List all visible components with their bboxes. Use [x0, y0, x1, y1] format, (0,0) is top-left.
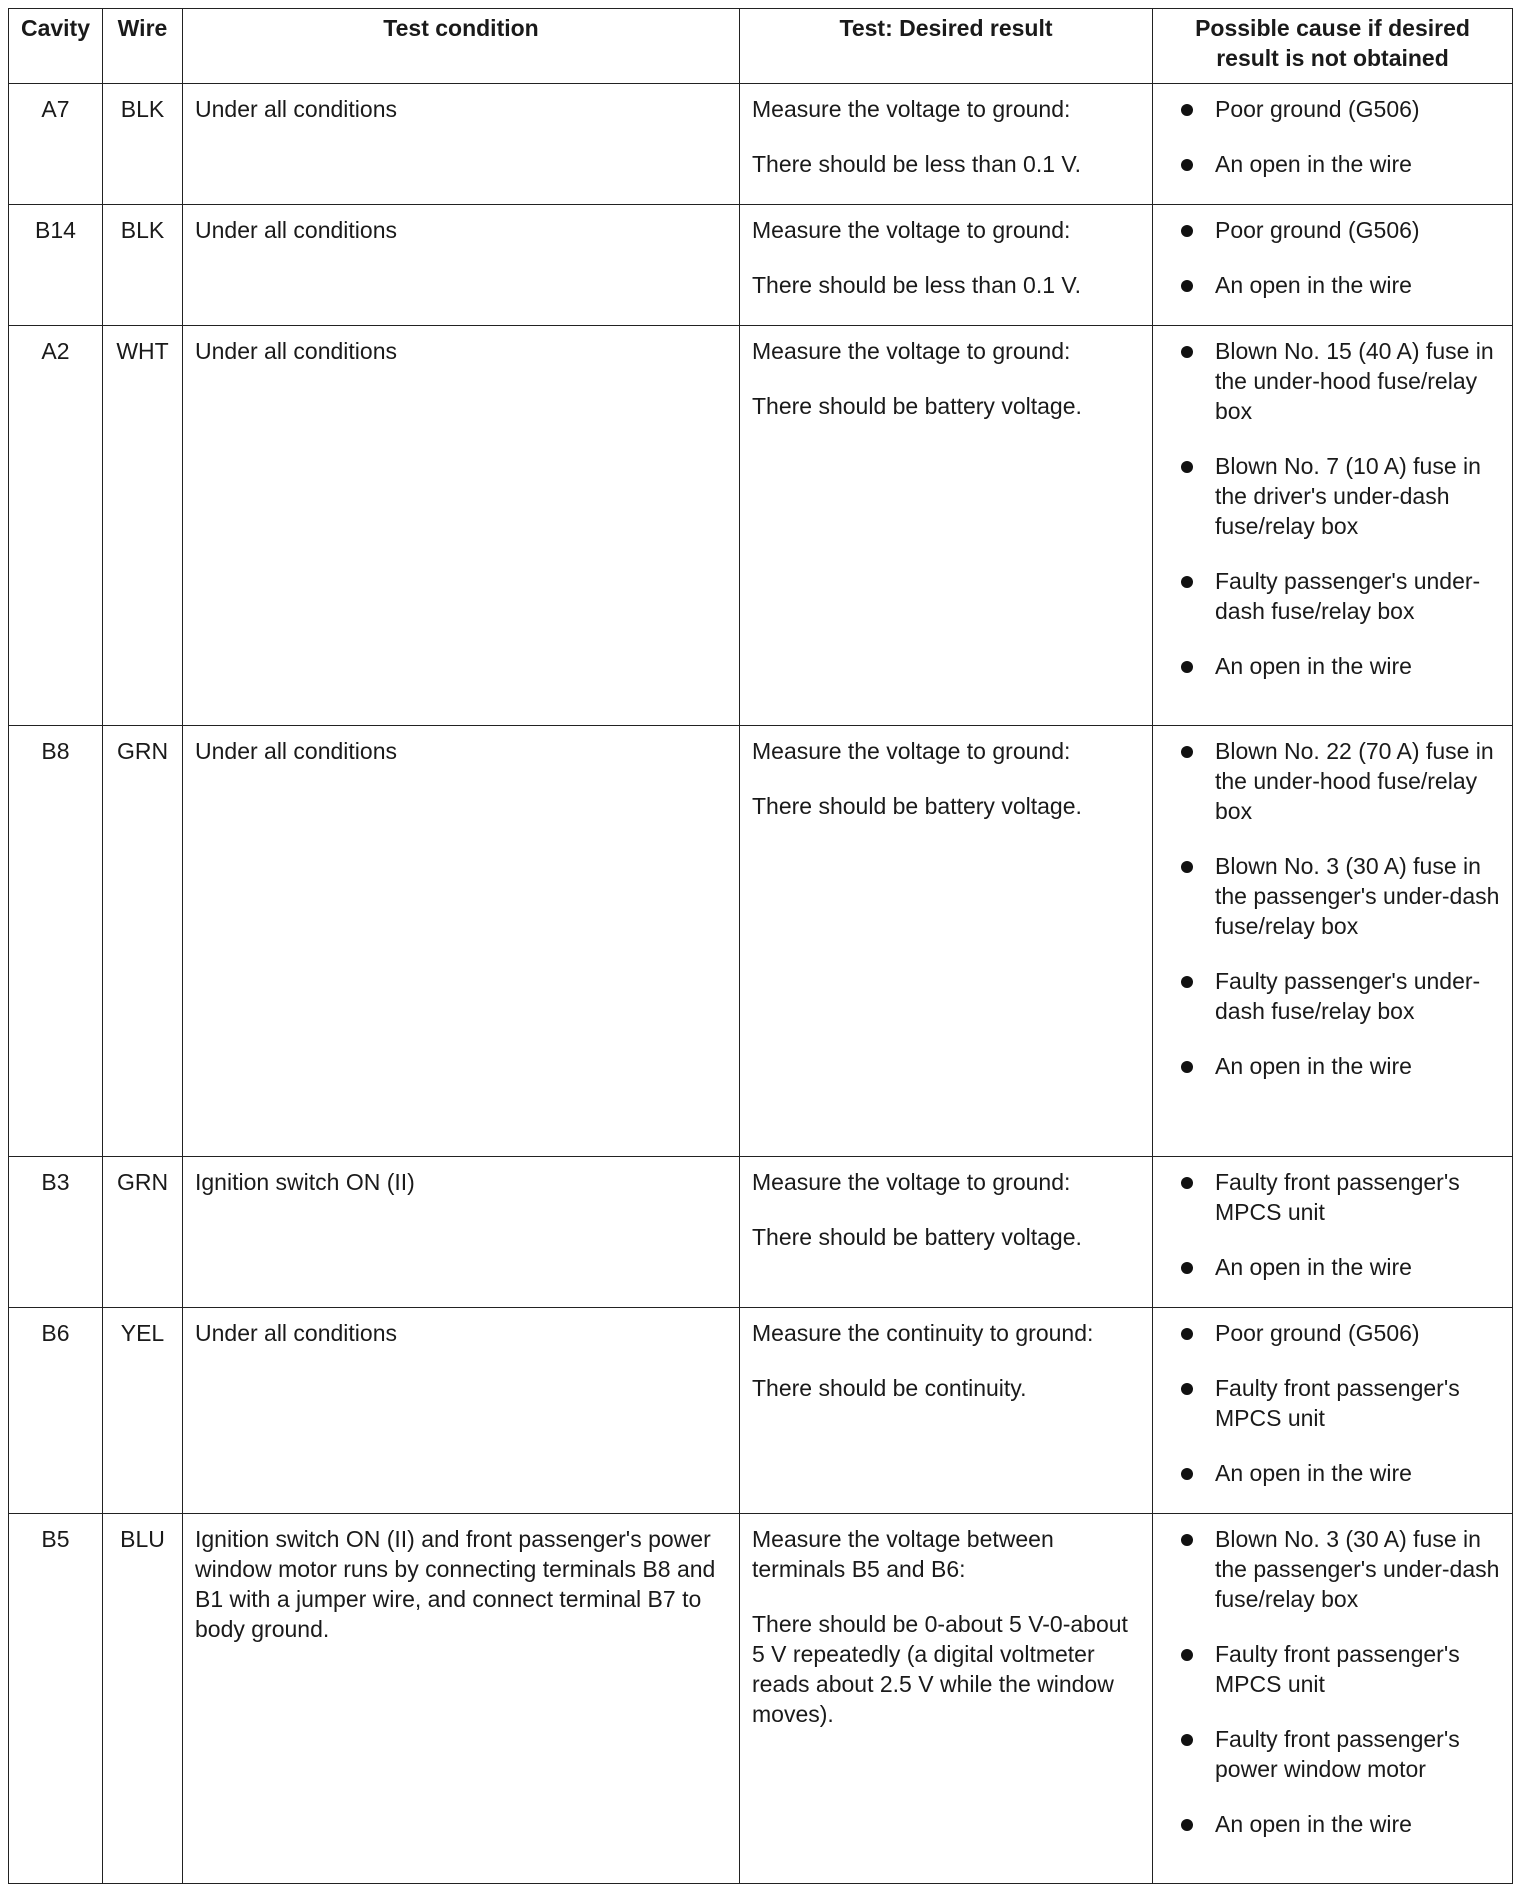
cavity-cell: B6 [9, 1308, 103, 1514]
desired-result-cell [740, 1157, 1153, 1308]
possible-cause-text: Blown No. 3 (30 A) fuse in the passenger's under-dash fuse/relay box [1215, 853, 1500, 939]
desired-result-text: There should be less than 0.1 V. [752, 151, 1082, 177]
table-body [9, 84, 1513, 1884]
desired-result-cell [740, 1514, 1153, 1884]
wire-color-cell: GRN [103, 1157, 183, 1308]
wire-color-cell: BLK [103, 205, 183, 326]
possible-cause-text: Faulty front passenger's power window motor [1215, 1726, 1460, 1782]
possible-cause-cell [1153, 84, 1513, 205]
table-row [9, 1157, 1513, 1308]
test-condition-cell: Under all conditions [183, 726, 740, 1157]
test-condition-cell: Under all conditions [183, 1308, 740, 1514]
desired-result-cell [740, 1308, 1153, 1514]
list-item [1181, 336, 1504, 426]
possible-cause-cell [1153, 726, 1513, 1157]
possible-cause-text: Faulty front passenger's MPCS unit [1215, 1169, 1460, 1225]
possible-cause-text: Faulty passenger's under-dash fuse/relay box [1215, 568, 1481, 624]
list-item [1181, 851, 1504, 941]
possible-cause-cell [1153, 1308, 1513, 1514]
test-condition-cell: Under all conditions [183, 326, 740, 726]
bullet-icon [1181, 1061, 1193, 1073]
test-condition-cell: Ignition switch ON (II) [183, 1157, 740, 1308]
cavity-cell: A7 [9, 84, 103, 205]
bullet-icon [1181, 1468, 1193, 1480]
bullet-icon [1181, 104, 1193, 116]
bullet-icon [1181, 225, 1193, 237]
desired-result-text: Measure the voltage to ground: [752, 1169, 1071, 1195]
possible-cause-list [1181, 736, 1504, 1081]
possible-cause-text: Faulty passenger's under-dash fuse/relay box [1215, 968, 1481, 1024]
test-condition-cell: Under all conditions [183, 84, 740, 205]
list-item [1181, 1639, 1504, 1699]
list-item [1181, 1373, 1504, 1433]
list-item [1181, 736, 1504, 826]
desired-result-text: Measure the voltage to ground: [752, 96, 1071, 122]
desired-result-text: Measure the voltage to ground: [752, 738, 1071, 764]
possible-cause-text: Blown No. 3 (30 A) fuse in the passenger's under-dash fuse/relay box [1215, 1526, 1500, 1612]
bullet-icon [1181, 346, 1193, 358]
bullet-icon [1181, 1177, 1193, 1189]
bullet-icon [1181, 1819, 1193, 1831]
header-test-condition: Test condition [183, 9, 740, 84]
possible-cause-cell [1153, 326, 1513, 726]
possible-cause-text: Faulty front passenger's MPCS unit [1215, 1375, 1460, 1431]
header-possible-cause-line1: Possible cause if desired [1195, 15, 1470, 41]
table-row [9, 84, 1513, 205]
cavity-cell: B8 [9, 726, 103, 1157]
bullet-icon [1181, 461, 1193, 473]
desired-result-cell [740, 326, 1153, 726]
table-row [9, 326, 1513, 726]
desired-result-text: There should be battery voltage. [752, 793, 1082, 819]
bullet-icon [1181, 1328, 1193, 1340]
possible-cause-text: An open in the wire [1215, 1811, 1412, 1837]
bullet-icon [1181, 861, 1193, 873]
desired-result-text: Measure the voltage between terminals B5 and B6: [752, 1526, 1054, 1582]
possible-cause-text: An open in the wire [1215, 653, 1412, 679]
possible-cause-cell [1153, 205, 1513, 326]
table-row [9, 1308, 1513, 1514]
list-item [1181, 270, 1504, 300]
bullet-icon [1181, 976, 1193, 988]
desired-result-text: There should be battery voltage. [752, 393, 1082, 419]
test-condition-cell: Under all conditions [183, 205, 740, 326]
list-item [1181, 451, 1504, 541]
table-row [9, 726, 1513, 1157]
possible-cause-text: An open in the wire [1215, 1053, 1412, 1079]
cavity-cell: B5 [9, 1514, 103, 1884]
desired-result-text: There should be less than 0.1 V. [752, 272, 1082, 298]
possible-cause-text: An open in the wire [1215, 1460, 1412, 1486]
possible-cause-cell [1153, 1157, 1513, 1308]
possible-cause-text: Faulty front passenger's MPCS unit [1215, 1641, 1460, 1697]
bullet-icon [1181, 1534, 1193, 1546]
possible-cause-text: Blown No. 15 (40 A) fuse in the under-hood fuse/relay box [1215, 338, 1494, 424]
header-possible-cause [1153, 9, 1513, 84]
list-item [1181, 1524, 1504, 1614]
list-item [1181, 966, 1504, 1026]
desired-result-text: Measure the voltage to ground: [752, 217, 1071, 243]
possible-cause-text: Poor ground (G506) [1215, 96, 1420, 122]
list-item [1181, 1724, 1504, 1784]
possible-cause-list [1181, 1524, 1504, 1839]
list-item [1181, 1318, 1504, 1348]
possible-cause-text: An open in the wire [1215, 272, 1412, 298]
bullet-icon [1181, 1734, 1193, 1746]
troubleshooting-table-sheet [8, 8, 1512, 1884]
bullet-icon [1181, 159, 1193, 171]
test-condition-cell: Ignition switch ON (II) and front passenger's power window motor runs by connecting terminals B8 and B1 with a jumper wire, and connect terminal B7 to body ground. [183, 1514, 740, 1884]
list-item [1181, 1458, 1504, 1488]
list-item [1181, 149, 1504, 179]
possible-cause-list [1181, 1318, 1504, 1488]
possible-cause-text: Blown No. 22 (70 A) fuse in the under-hood fuse/relay box [1215, 738, 1494, 824]
header-row [9, 9, 1513, 84]
possible-cause-text: An open in the wire [1215, 1254, 1412, 1280]
list-item [1181, 566, 1504, 626]
desired-result-text: There should be continuity. [752, 1375, 1027, 1401]
header-cavity: Cavity [9, 9, 103, 84]
list-item [1181, 1252, 1504, 1282]
cavity-cell: A2 [9, 326, 103, 726]
header-desired-result: Test: Desired result [740, 9, 1153, 84]
list-item [1181, 1167, 1504, 1227]
desired-result-cell [740, 726, 1153, 1157]
list-item [1181, 651, 1504, 681]
desired-result-text: Measure the voltage to ground: [752, 338, 1071, 364]
terminal-test-table [8, 8, 1513, 1884]
wire-color-cell: WHT [103, 326, 183, 726]
list-item [1181, 94, 1504, 124]
desired-result-cell [740, 205, 1153, 326]
possible-cause-text: Poor ground (G506) [1215, 217, 1420, 243]
possible-cause-list [1181, 336, 1504, 681]
desired-result-text: There should be battery voltage. [752, 1224, 1082, 1250]
cavity-cell: B14 [9, 205, 103, 326]
list-item [1181, 215, 1504, 245]
table-row [9, 1514, 1513, 1884]
cavity-cell: B3 [9, 1157, 103, 1308]
list-item [1181, 1809, 1504, 1839]
wire-color-cell: BLK [103, 84, 183, 205]
possible-cause-text: Blown No. 7 (10 A) fuse in the driver's under-dash fuse/relay box [1215, 453, 1481, 539]
desired-result-cell [740, 84, 1153, 205]
possible-cause-cell [1153, 1514, 1513, 1884]
bullet-icon [1181, 1649, 1193, 1661]
header-possible-cause-line2: result is not obtained [1216, 45, 1449, 71]
possible-cause-list [1181, 94, 1504, 179]
bullet-icon [1181, 280, 1193, 292]
possible-cause-text: Poor ground (G506) [1215, 1320, 1420, 1346]
wire-color-cell: BLU [103, 1514, 183, 1884]
possible-cause-text: An open in the wire [1215, 151, 1412, 177]
bullet-icon [1181, 1383, 1193, 1395]
list-item [1181, 1051, 1504, 1081]
bullet-icon [1181, 746, 1193, 758]
bullet-icon [1181, 1262, 1193, 1274]
possible-cause-list [1181, 1167, 1504, 1282]
desired-result-text: There should be 0-about 5 V-0-about 5 V repeatedly (a digital voltmeter reads about 2.5 V while the window moves). [752, 1611, 1128, 1727]
wire-color-cell: GRN [103, 726, 183, 1157]
header-wire: Wire [103, 9, 183, 84]
table-row [9, 205, 1513, 326]
possible-cause-list [1181, 215, 1504, 300]
desired-result-text: Measure the continuity to ground: [752, 1320, 1094, 1346]
bullet-icon [1181, 576, 1193, 588]
bullet-icon [1181, 661, 1193, 673]
wire-color-cell: YEL [103, 1308, 183, 1514]
